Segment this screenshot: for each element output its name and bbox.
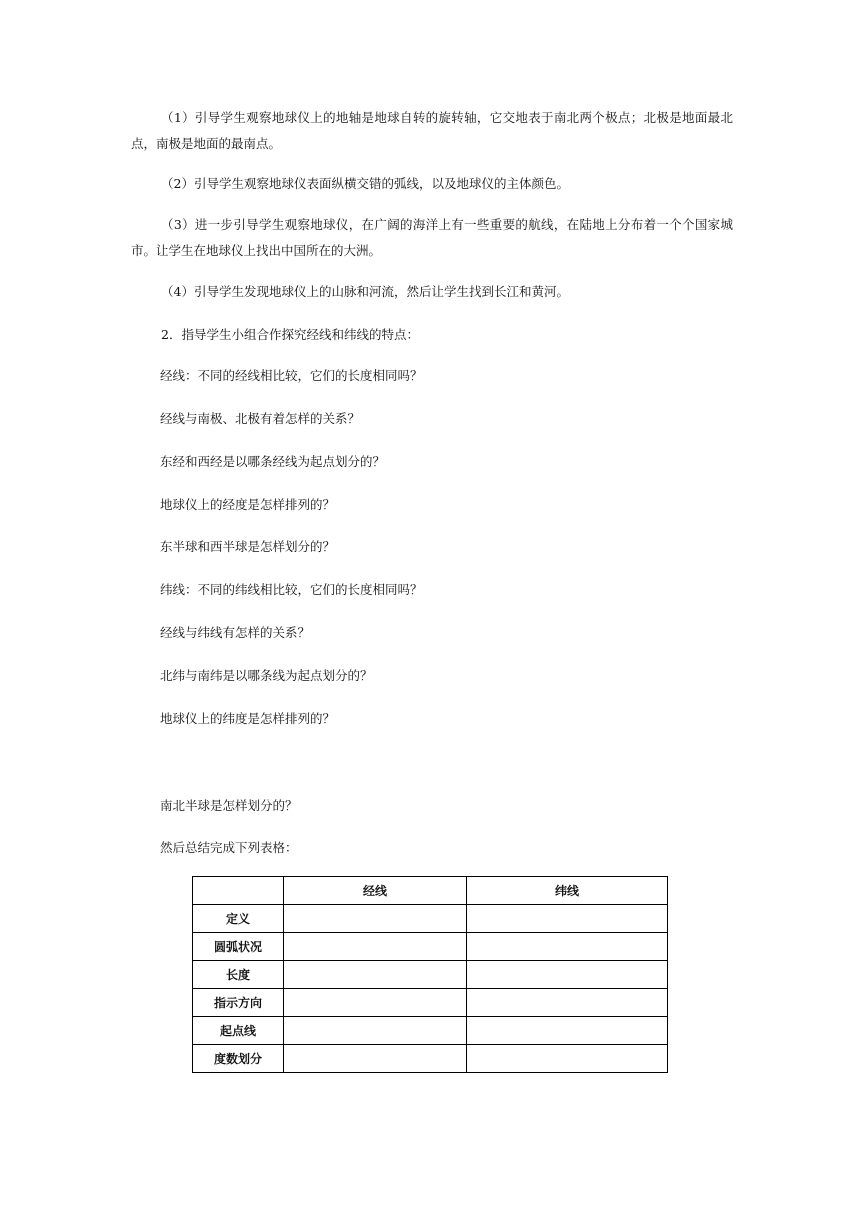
table-row — [193, 989, 668, 1017]
empty-cell[interactable] — [284, 905, 467, 933]
table-row — [193, 905, 668, 933]
question-line: 地球仪上的纬度是怎样排列的？ — [160, 711, 336, 726]
table-header-row — [193, 877, 668, 905]
empty-cell[interactable] — [467, 905, 668, 933]
paragraph-5: 2．指导学生小组合作探究经线和纬线的特点： — [161, 327, 419, 342]
paragraph-2: （2）引导学生观察地球仪表面纵横交错的弧线，以及地球仪的主体颜色。 — [161, 176, 569, 191]
paragraph-1: （1）引导学生观察地球仪上的地轴是地球自转的旋转轴，它交地表于南北两个极点；北极是地面最北点，南极是地面的最南点。 — [131, 110, 733, 151]
empty-cell[interactable] — [467, 933, 668, 961]
empty-cell[interactable] — [467, 1017, 668, 1045]
summary-table — [192, 876, 668, 1073]
question-line: 经线：不同的经线相比较，它们的长度相同吗？ — [160, 368, 423, 383]
table-row — [193, 933, 668, 961]
question-line: 南北半球是怎样划分的？ — [160, 798, 298, 813]
empty-cell[interactable] — [467, 1045, 668, 1073]
empty-cell[interactable] — [284, 989, 467, 1017]
question-line: 经线与南极、北极有着怎样的关系？ — [160, 411, 361, 426]
question-line: 然后总结完成下列表格： — [160, 840, 298, 855]
question-line: 纬线：不同的纬线相比较，它们的长度相同吗？ — [160, 582, 423, 597]
table-header-cell: 经线 — [284, 877, 467, 905]
question-line: 北纬与南纬是以哪条线为起点划分的？ — [160, 668, 373, 683]
row-label: 圆弧状况 — [193, 933, 284, 961]
table-row — [193, 1017, 668, 1045]
row-label: 定义 — [193, 905, 284, 933]
row-label: 起点线 — [193, 1017, 284, 1045]
row-label: 长度 — [193, 961, 284, 989]
empty-cell[interactable] — [284, 961, 467, 989]
empty-cell[interactable] — [467, 961, 668, 989]
table-row — [193, 1045, 668, 1073]
empty-cell[interactable] — [284, 1017, 467, 1045]
paragraph-4: （4）引导学生发现地球仪上的山脉和河流，然后让学生找到长江和黄河。 — [161, 284, 569, 299]
empty-cell[interactable] — [284, 1045, 467, 1073]
question-line: 地球仪上的经度是怎样排列的？ — [160, 497, 336, 512]
table-header-cell: 纬线 — [467, 877, 668, 905]
empty-cell[interactable] — [284, 933, 467, 961]
table-row — [193, 961, 668, 989]
row-label: 度数划分 — [193, 1045, 284, 1073]
row-label: 指示方向 — [193, 989, 284, 1017]
paragraph-3: （3）进一步引导学生观察地球仪，在广阔的海洋上有一些重要的航线，在陆地上分布着一个个国家城市。让学生在地球仪上找出中国所在的大洲。 — [131, 217, 733, 258]
question-line: 东经和西经是以哪条经线为起点划分的？ — [160, 454, 386, 469]
empty-cell[interactable] — [467, 989, 668, 1017]
table-header-cell — [193, 877, 284, 905]
question-line: 经线与纬线有怎样的关系？ — [160, 625, 311, 640]
question-line: 东半球和西半球是怎样划分的？ — [160, 539, 336, 554]
